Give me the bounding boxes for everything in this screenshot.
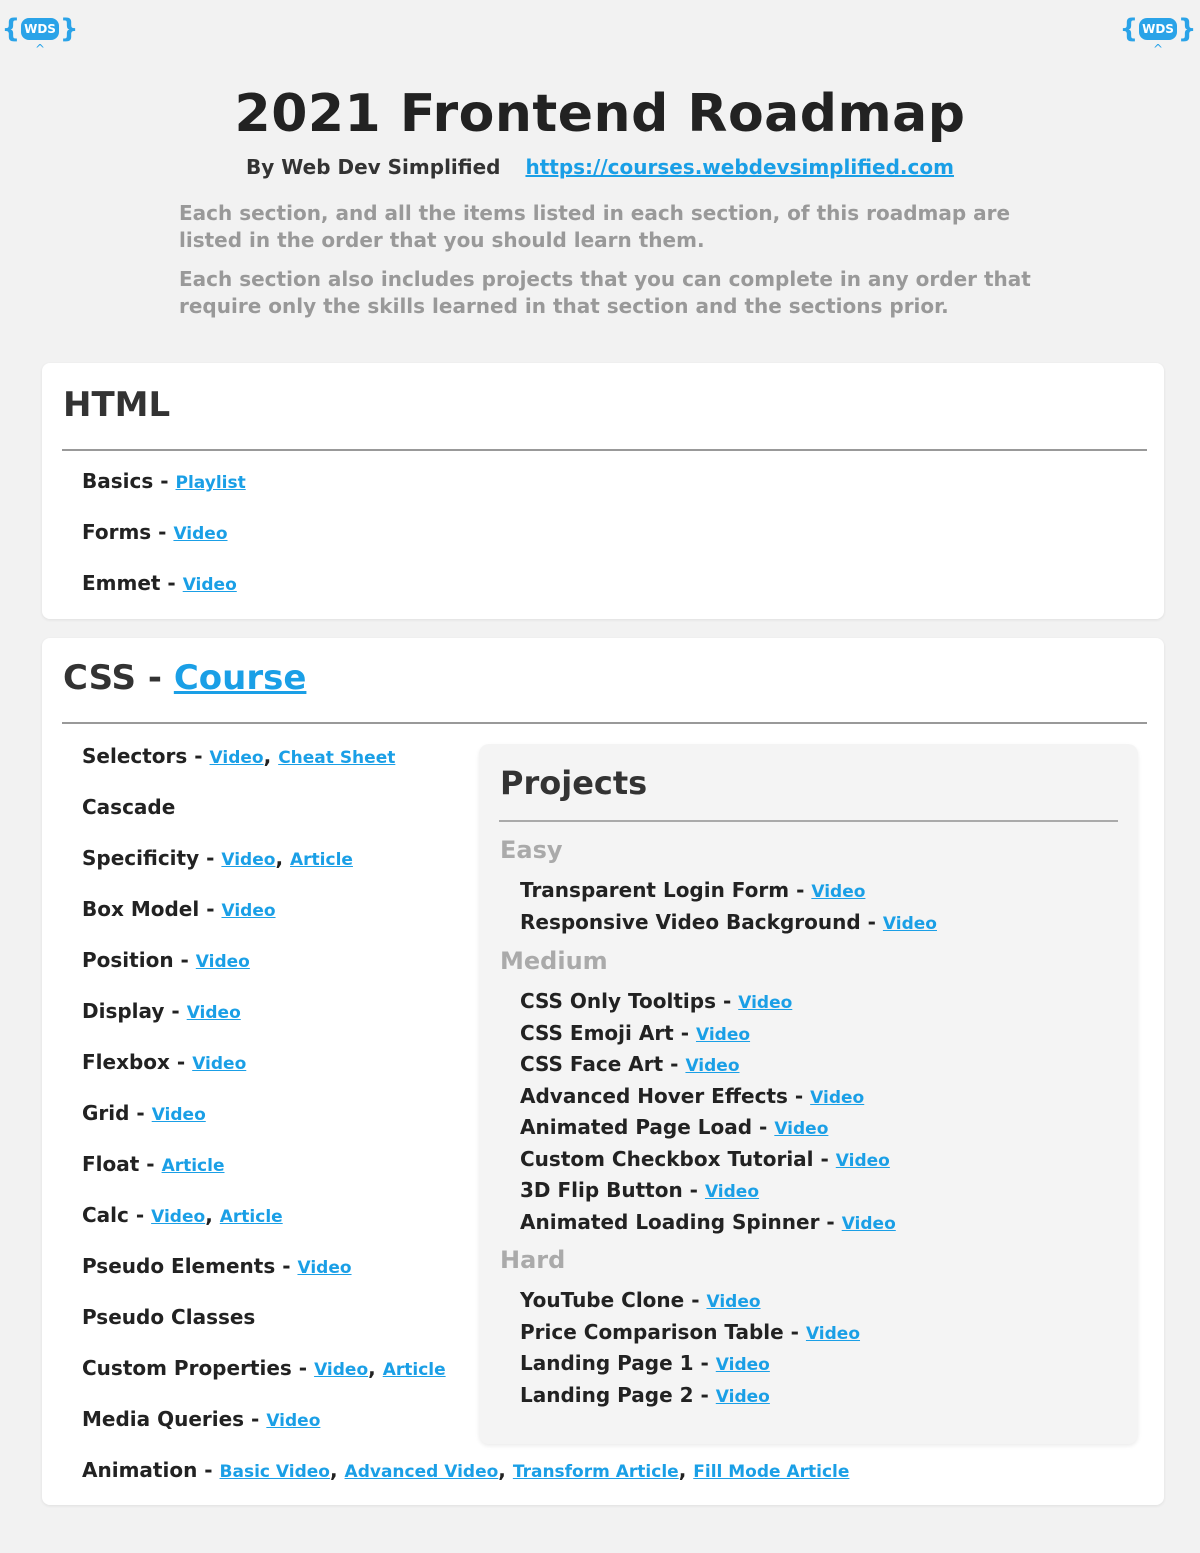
project-video-link[interactable]: Video	[715, 1386, 770, 1407]
roadmap-item	[82, 1356, 446, 1380]
separator: -	[187, 744, 210, 768]
roadmap-item	[82, 1203, 283, 1227]
css-section-card	[42, 638, 1164, 1505]
divider	[62, 722, 1147, 724]
project-name: Custom Checkbox Tutorial	[520, 1146, 814, 1171]
project-name: CSS Only Tooltips	[520, 989, 716, 1013]
item-name: Cascade	[82, 795, 176, 819]
project-item	[520, 1351, 770, 1375]
project-video-link[interactable]: Video	[685, 1056, 740, 1076]
project-video-link[interactable]: Video	[835, 1150, 890, 1171]
difficulty-label: Medium	[500, 947, 608, 975]
item-name: Basics	[82, 469, 154, 493]
css-section-title: CSS - Course	[63, 658, 307, 698]
separator: -	[673, 1020, 696, 1045]
separator: -	[813, 1146, 836, 1171]
separator: -	[199, 846, 222, 870]
projects-divider	[499, 820, 1118, 822]
divider	[62, 449, 1147, 451]
project-name: Advanced Hover Effects	[520, 1083, 788, 1108]
separator: -	[197, 1458, 220, 1482]
project-name: Transparent Login Form	[520, 878, 790, 902]
separator: -	[783, 1319, 806, 1344]
roadmap-item	[82, 469, 246, 493]
roadmap-item	[82, 999, 241, 1023]
item-name: Animation	[82, 1458, 198, 1482]
separator: -	[291, 1356, 315, 1380]
separator: -	[244, 1407, 267, 1431]
comma: ,	[275, 846, 291, 870]
project-name: Landing Page 1	[520, 1351, 694, 1375]
resource-link[interactable]: Video	[192, 1054, 247, 1074]
separator: -	[275, 1254, 298, 1278]
item-name: Media Queries	[82, 1407, 245, 1431]
comma: ,	[498, 1458, 513, 1482]
project-video-link[interactable]: Video	[704, 1182, 760, 1202]
project-video-link[interactable]: Video	[695, 1024, 751, 1045]
separator: -	[129, 1101, 152, 1125]
item-name: Calc	[82, 1203, 129, 1227]
project-item	[520, 1288, 761, 1312]
roadmap-item	[82, 1152, 225, 1176]
separator: -	[153, 469, 176, 493]
project-item	[520, 1115, 828, 1139]
separator: -	[787, 1083, 811, 1108]
separator: -	[693, 1351, 716, 1375]
item-name: Custom Properties	[82, 1356, 292, 1380]
item-name: Selectors	[82, 744, 188, 768]
project-video-link[interactable]: Video	[811, 882, 866, 902]
resource-link[interactable]: Video	[314, 1360, 369, 1380]
roadmap-item	[82, 1407, 320, 1431]
item-name: Float	[82, 1152, 140, 1176]
project-name: Animated Page Load	[520, 1115, 753, 1139]
comma: ,	[678, 1458, 694, 1482]
page-title: 2021 Frontend Roadmap	[234, 84, 966, 144]
wds-logo-left: { WDS } ^	[1, 14, 79, 56]
resource-link[interactable]: Video	[195, 952, 250, 972]
roadmap-item	[82, 1305, 255, 1329]
roadmap-item	[82, 846, 353, 870]
difficulty-label: Hard	[500, 1246, 566, 1274]
resource-link[interactable]: Basic Video	[219, 1462, 330, 1482]
project-name: Landing Page 2	[520, 1382, 694, 1407]
project-item	[520, 1320, 860, 1344]
byline	[0, 155, 1200, 179]
project-video-link[interactable]: Video	[841, 1213, 896, 1234]
roadmap-item	[82, 520, 228, 544]
roadmap-item	[82, 1101, 206, 1125]
comma: ,	[205, 1203, 220, 1227]
separator: -	[160, 571, 183, 595]
project-video-link[interactable]: Video	[738, 993, 793, 1013]
resource-link[interactable]: Advanced Video	[344, 1462, 499, 1482]
resource-link[interactable]: Video	[182, 575, 237, 595]
intro-paragraph-1: Each section, and all the items listed in each section, of this roadmap are listed in the order that you should learn them.	[179, 201, 1011, 252]
separator: -	[693, 1382, 716, 1407]
separator: -	[139, 1152, 162, 1176]
separator: -	[789, 878, 812, 902]
projects-panel	[479, 744, 1138, 1444]
separator: -	[684, 1288, 707, 1312]
project-video-link[interactable]: Video	[774, 1119, 829, 1139]
css-course-link[interactable]: Course	[173, 658, 307, 698]
separator: -	[752, 1115, 775, 1139]
resource-link[interactable]: Video	[221, 901, 276, 921]
item-name: Pseudo Elements	[82, 1254, 276, 1278]
separator: -	[715, 989, 739, 1013]
project-item	[520, 1021, 750, 1045]
separator: -	[860, 909, 883, 934]
project-item	[520, 1052, 740, 1076]
separator: -	[151, 520, 174, 544]
author-text: By Web Dev Simplified	[246, 155, 501, 179]
separator: -	[128, 1203, 152, 1227]
resource-link[interactable]: Article	[161, 1156, 225, 1176]
item-name: Flexbox	[82, 1050, 170, 1074]
project-item	[520, 1178, 759, 1202]
project-item	[520, 1210, 896, 1234]
wds-logo-right: { WDS } ^	[1119, 14, 1197, 56]
resource-link[interactable]: Video	[186, 1003, 241, 1023]
project-video-link[interactable]: Video	[805, 1323, 861, 1344]
project-item	[520, 910, 937, 934]
roadmap-item	[82, 744, 395, 768]
resource-link[interactable]: Video	[173, 524, 228, 544]
resource-link[interactable]: Video	[151, 1105, 206, 1125]
comma: ,	[329, 1458, 345, 1482]
project-name: Responsive Video Background	[520, 909, 861, 934]
item-name: Grid	[82, 1101, 130, 1125]
resource-link[interactable]: Video	[266, 1411, 321, 1431]
separator: -	[169, 1050, 193, 1074]
roadmap-item	[82, 795, 175, 819]
comma: ,	[368, 1356, 383, 1380]
item-name: Box Model	[82, 897, 200, 921]
resource-link[interactable]: Fill Mode Article	[693, 1462, 850, 1482]
project-item	[520, 1147, 890, 1171]
item-name: Position	[82, 948, 174, 972]
html-section-card	[42, 363, 1164, 619]
resource-link[interactable]: Video	[297, 1258, 352, 1278]
projects-title: Projects	[500, 764, 648, 802]
resource-link[interactable]: Video	[221, 850, 276, 870]
project-name: YouTube Clone	[520, 1288, 685, 1312]
resource-link[interactable]: Video	[209, 748, 264, 768]
html-section-title: HTML	[63, 385, 171, 425]
roadmap-item	[82, 1254, 352, 1278]
project-video-link[interactable]: Video	[715, 1355, 770, 1375]
course-url-link[interactable]: https://courses.webdevsimplified.com	[525, 155, 954, 179]
item-name: Display	[82, 999, 165, 1023]
project-item	[520, 878, 865, 902]
separator: -	[164, 999, 187, 1023]
resource-link[interactable]: Playlist	[175, 473, 246, 493]
project-item	[520, 989, 792, 1013]
separator: -	[682, 1178, 705, 1202]
project-video-link[interactable]: Video	[810, 1087, 865, 1108]
roadmap-item	[82, 571, 237, 595]
item-name: Forms	[82, 520, 152, 544]
project-name: 3D Flip Button	[520, 1178, 683, 1202]
project-video-link[interactable]: Video	[882, 913, 937, 934]
project-item	[520, 1084, 864, 1108]
comma: ,	[263, 744, 279, 768]
roadmap-item	[82, 897, 276, 921]
difficulty-label: Easy	[500, 836, 563, 864]
resource-link[interactable]: Article	[219, 1207, 283, 1227]
item-name: Pseudo Classes	[82, 1305, 256, 1329]
project-item	[520, 1383, 770, 1407]
project-name: Animated Loading Spinner	[520, 1209, 820, 1234]
resource-link[interactable]: Article	[382, 1360, 446, 1380]
project-video-link[interactable]: Video	[706, 1292, 761, 1312]
roadmap-item	[82, 1050, 246, 1074]
item-name: Emmet	[82, 571, 161, 595]
resource-link[interactable]: Video	[151, 1207, 206, 1227]
separator: -	[819, 1209, 842, 1234]
item-name: Specificity	[82, 846, 200, 870]
separator: -	[663, 1052, 686, 1076]
roadmap-item	[82, 1458, 849, 1482]
resource-link[interactable]: Article	[290, 850, 353, 870]
project-name: Price Comparison Table	[520, 1319, 784, 1344]
project-name: CSS Emoji Art	[520, 1020, 674, 1045]
separator: -	[199, 897, 222, 921]
separator: -	[173, 948, 196, 972]
project-name: CSS Face Art	[520, 1052, 664, 1076]
roadmap-item	[82, 948, 250, 972]
resource-link[interactable]: Cheat Sheet	[278, 748, 396, 768]
resource-link[interactable]: Transform Article	[512, 1462, 679, 1482]
intro-paragraph-2: Each section also includes projects that you can complete in any order that require only the skills learned in that section and the sections prior.	[179, 267, 1031, 318]
